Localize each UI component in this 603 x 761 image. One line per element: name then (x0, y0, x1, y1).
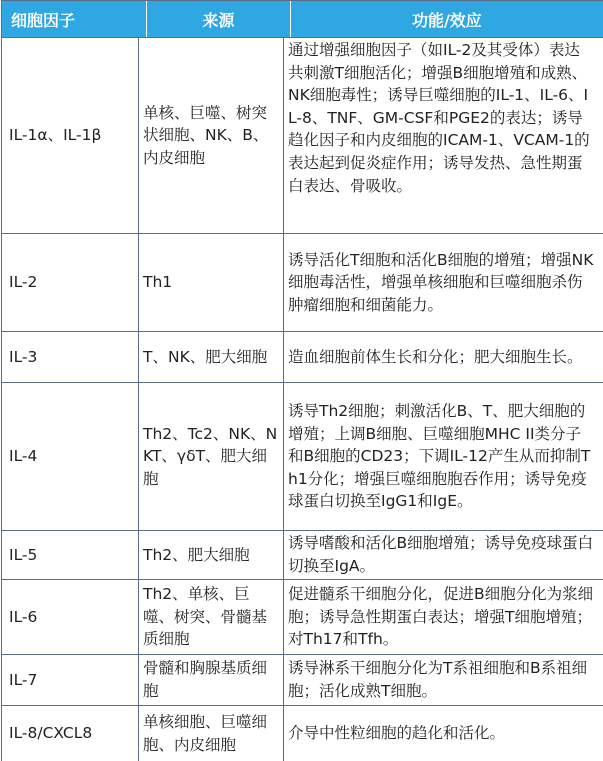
cytokine-function: 造血细胞前体生长和分化；肥大细胞生长。 (288, 347, 583, 366)
cytokine-source: 单核细胞、巨噬细胞、内皮细胞 (139, 706, 284, 761)
cytokine-function: 通过增强细胞因子（如IL-2及其受体）表达共刺激T细胞活化；增强B细胞增殖和成熟、NK细胞毒性；诱导巨噬细胞的IL-1、IL-6、IL-8、TNF、GM-CSF和PGE2的表达；诱导趋化因子和内皮细胞的ICAM-1、VCAM-1的表达起到促炎症作用；诱导发热、急性期蛋白表达、骨吸收。 (288, 41, 590, 195)
cytokine-table (1, 0, 603, 761)
table-row (2, 530, 603, 579)
cytokine-name: IL-5 (2, 531, 139, 579)
header-source: 来源 (147, 1, 291, 37)
cytokine-source: Th2、肥大细胞 (139, 531, 284, 579)
cytokine-name: IL-6 (2, 580, 139, 654)
table-row (2, 331, 603, 382)
cytokine-name: IL-3 (2, 332, 139, 382)
table-row (2, 382, 603, 530)
cytokine-source: Th2、Tc2、NK、NKT、γδT、肥大细胞 (139, 383, 284, 530)
header-cytokine: 细胞因子 (2, 1, 147, 37)
table-row (2, 579, 603, 654)
cytokine-function: 诱导嗜酸和活化B细胞增殖；诱导免疫球蛋白切换至IgA。 (288, 534, 594, 575)
table-row (2, 705, 603, 761)
cytokine-source: 单核、巨噬、树突状细胞、NK、B、内皮细胞 (139, 38, 284, 233)
cytokine-source: Th1 (139, 234, 284, 331)
table-row (2, 654, 603, 705)
cytokine-name: IL-4 (2, 383, 139, 530)
table-row (2, 37, 603, 233)
table-header (2, 1, 603, 37)
cytokine-function: 促进髓系干细胞分化，促进B细胞分化为浆细胞；诱导急性期蛋白表达；增强T细胞增殖；对Th17和Tfh。 (288, 585, 594, 649)
cytokine-name: IL-8/CXCL8 (2, 706, 139, 761)
cytokine-name: IL-1α、IL-1β (2, 38, 139, 233)
cytokine-function: 诱导Th2细胞；刺激活化B、T、肥大细胞的增殖；上调B细胞、巨噬细胞MHC II类分子和B细胞的CD23；下调IL-12产生从而抑制Th1分化；增强巨噬细胞胞吞作用；诱导免疫球蛋白切换至IgG1和IgE。 (288, 402, 591, 511)
cytokine-source: T、NK、肥大细胞 (139, 332, 284, 382)
header-function: 功能/效应 (411, 10, 482, 30)
cytokine-name: IL-7 (2, 655, 139, 705)
cytokine-function: 诱导活化T细胞和活化B细胞的增殖；增强NK细胞毒活性，增强单核细胞和巨噬细胞杀伤肿瘤细胞和细菌能力。 (288, 250, 594, 314)
cytokine-name: IL-2 (2, 234, 139, 331)
cytokine-source: 骨髓和胸腺基质细胞 (139, 655, 284, 705)
cytokine-function: 诱导淋系干细胞分化为T系祖细胞和B系祖细胞；活化成熟T细胞。 (288, 659, 588, 700)
cytokine-function: 介导中性粒细胞的趋化和活化。 (288, 724, 506, 743)
table-row (2, 233, 603, 331)
cytokine-source: Th2、单核、巨噬、树突、骨髓基质细胞 (139, 580, 284, 654)
